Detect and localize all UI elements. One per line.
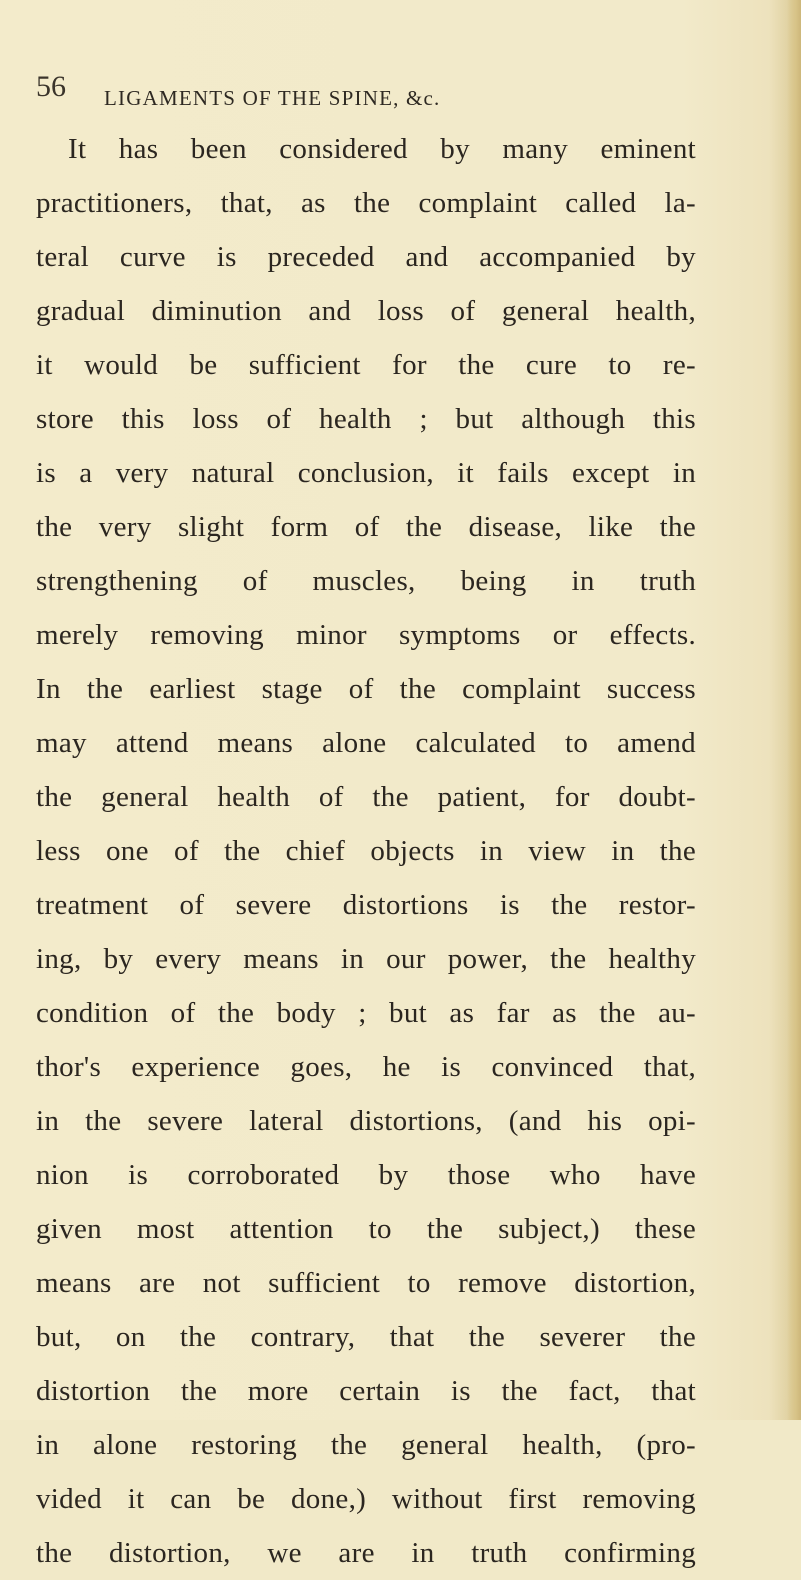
text-line: It has been considered by many eminent <box>68 133 696 165</box>
text-line: gradual diminution and loss of general health, <box>36 295 696 327</box>
text-line: teral curve is preceded and accompanied by <box>36 241 696 273</box>
text-line: distortion the more certain is the fact, that <box>36 1375 696 1407</box>
text-line: in alone restoring the general health, (pro- <box>36 1429 696 1461</box>
text-line: nion is corroborated by those who have <box>36 1159 696 1191</box>
text-line: less one of the chief objects in view in the <box>36 835 696 867</box>
text-line: may attend means alone calculated to amend <box>36 727 696 759</box>
text-line: the distortion, we are in truth confirming <box>36 1537 696 1569</box>
text-line: means are not sufficient to remove distortion, <box>36 1267 696 1299</box>
text-line: but, on the contrary, that the severer the <box>36 1321 696 1353</box>
text-line: the general health of the patient, for doubt- <box>36 781 696 813</box>
text-line: is a very natural conclusion, it fails except in <box>36 457 696 489</box>
text-line: treatment of severe distortions is the restor- <box>36 889 696 921</box>
page-number: 56 <box>36 70 66 103</box>
text-line: condition of the body ; but as far as the au- <box>36 997 696 1029</box>
page-edge <box>787 0 801 1420</box>
text-line: vided it can be done,) without first removing <box>36 1483 696 1515</box>
text-line: merely removing minor symptoms or effects. <box>36 619 696 651</box>
text-line: the very slight form of the disease, like the <box>36 511 696 543</box>
text-line: store this loss of health ; but although this <box>36 403 696 435</box>
text-line: In the earliest stage of the complaint success <box>36 673 696 705</box>
running-head: LIGAMENTS OF THE SPINE, &c. <box>104 86 441 110</box>
text-line: strengthening of muscles, being in truth <box>36 565 696 597</box>
text-line: thor's experience goes, he is convinced that, <box>36 1051 696 1083</box>
text-line: it would be sufficient for the cure to re- <box>36 349 696 381</box>
body-paragraph <box>36 122 696 1580</box>
text-line: in the severe lateral distortions, (and his opi- <box>36 1105 696 1137</box>
text-line: ing, by every means in our power, the healthy <box>36 943 696 975</box>
text-line: given most attention to the subject,) these <box>36 1213 696 1245</box>
text-line: practitioners, that, as the complaint called la- <box>36 187 696 219</box>
